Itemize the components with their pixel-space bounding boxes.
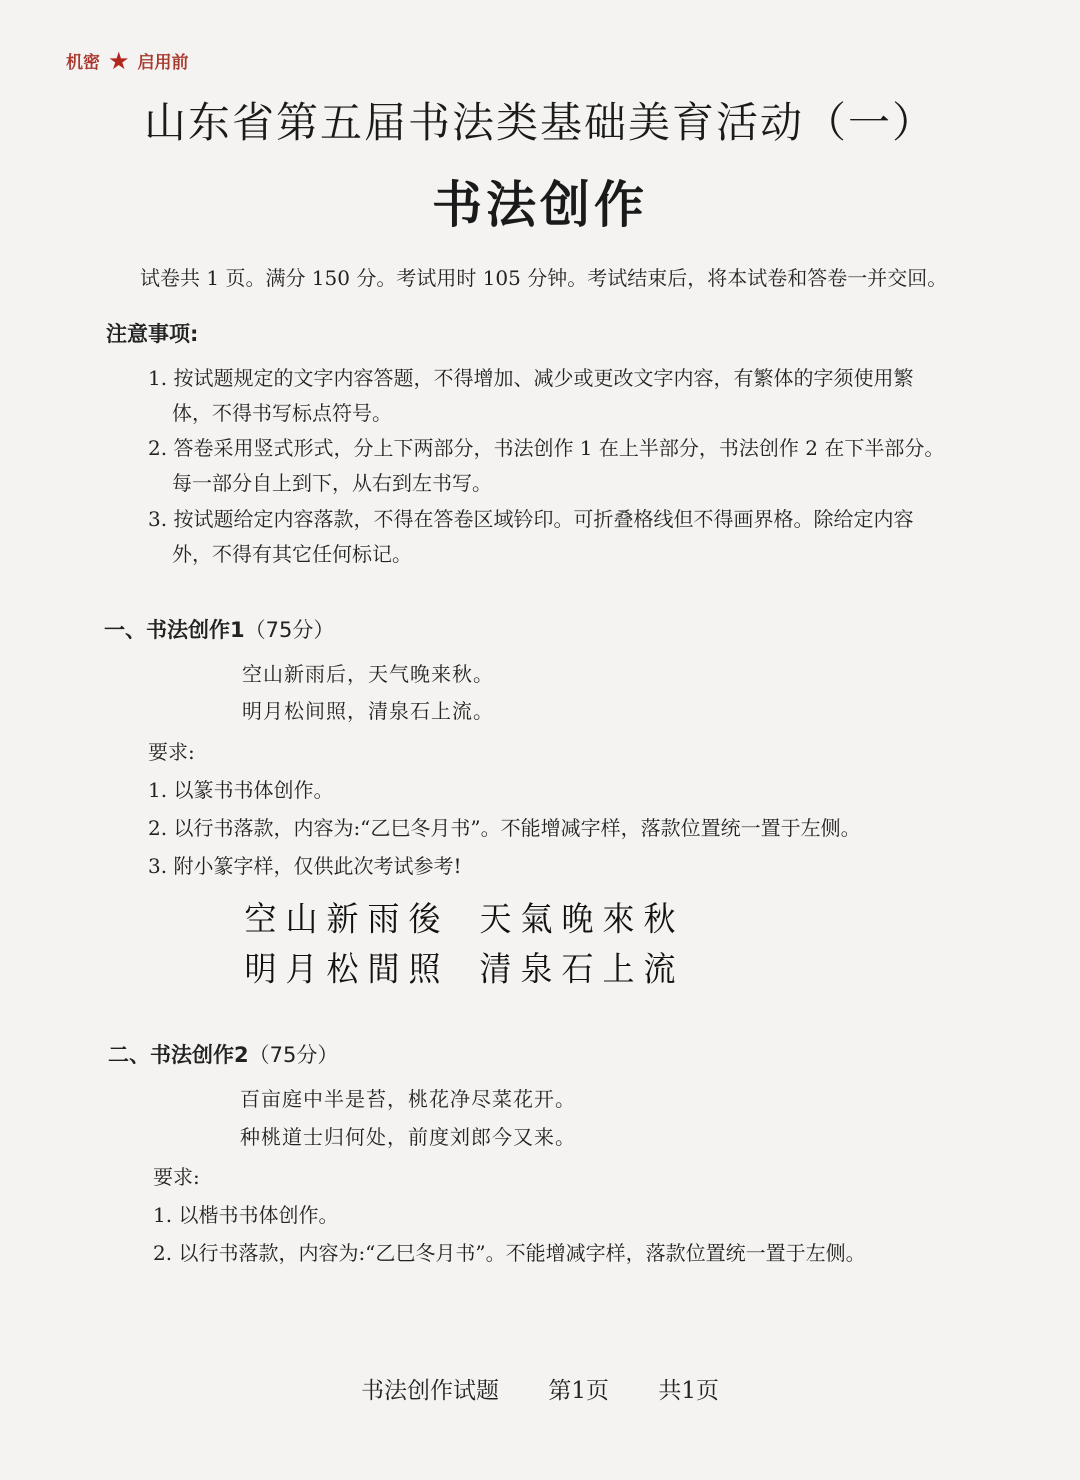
seal-char: 氣 <box>520 899 553 940</box>
seal-char: 天 <box>479 899 512 940</box>
section2-poem-line: 百亩庭中半是苔，桃花净尽菜花开。 <box>240 1087 576 1111</box>
seal-char: 晚 <box>561 899 594 940</box>
seal-char: 松 <box>326 949 359 990</box>
footer-page-number: 第1页 <box>548 1378 609 1404</box>
exam-title: 山东省第五届书法类基础美育活动（一） <box>143 98 936 147</box>
section1-poem-line: 明月松间照，清泉石上流。 <box>242 699 494 723</box>
seal-gap <box>445 893 475 941</box>
seal-char: 間 <box>367 949 400 990</box>
seal-char: 上 <box>602 949 635 990</box>
section2-req-heading: 要求: <box>153 1165 200 1189</box>
seal-char: 後 <box>408 899 441 940</box>
section2-title: 二、书法创作2 <box>108 1043 249 1067</box>
seal-char: 泉 <box>520 949 553 990</box>
section2-poem-line: 种桃道士归何处，前度刘郎今又来。 <box>240 1125 576 1149</box>
seal-char: 空 <box>244 899 277 940</box>
exam-intro: 试卷共 1 页。满分 150 分。考试用时 105 分钟。考试结束后，将本试卷和答卷一并交回。 <box>140 266 948 290</box>
notes-heading: 注意事项: <box>106 322 199 346</box>
section2-req-item: 1. 以楷书书体创作。 <box>153 1203 339 1227</box>
footer-exam-name: 书法创作试题 <box>361 1378 500 1404</box>
note-line: 每一部分自上到下，从右到左书写。 <box>172 471 492 495</box>
section1-req-item: 2. 以行书落款，内容为:“乙巳冬月书”。不能增减字样，落款位置统一置于左侧。 <box>148 816 861 840</box>
note-line: 外，不得有其它任何标记。 <box>172 542 412 566</box>
secret-label: 机密 <box>66 53 100 73</box>
page-footer <box>0 1372 1080 1405</box>
seal-sample-row <box>240 944 680 990</box>
note-line: 2. 答卷采用竖式形式，分上下两部分，书法创作 1 在上半部分，书法创作 2 在下半部分。 <box>148 436 945 460</box>
seal-char: 明 <box>244 949 277 990</box>
seal-char: 月 <box>285 949 318 990</box>
section1-title: 一、书法创作1 <box>104 618 245 642</box>
section1-req-item: 1. 以篆书书体创作。 <box>148 778 334 802</box>
seal-char: 雨 <box>367 899 400 940</box>
exam-subtitle: 书法创作 <box>432 176 648 234</box>
section1-req-item: 3. 附小篆字样，仅供此次考试参考! <box>148 854 462 878</box>
seal-gap <box>445 943 475 991</box>
section1-heading <box>104 614 334 644</box>
section1-req-heading: 要求: <box>148 740 195 764</box>
seal-char: 新 <box>326 899 359 940</box>
seal-char: 山 <box>285 899 318 940</box>
confidential-mark <box>66 48 189 73</box>
seal-char: 來 <box>602 899 635 940</box>
seal-sample-row <box>240 894 680 940</box>
note-line: 3. 按试题给定内容落款，不得在答卷区域钤印。可折叠格线但不得画界格。除给定内容 <box>148 507 914 531</box>
before-use-label: 启用前 <box>137 53 189 73</box>
seal-char: 流 <box>643 949 676 990</box>
section2-points: （75分） <box>248 1043 339 1067</box>
section1-points: （75分） <box>244 618 335 642</box>
section2-req-item: 2. 以行书落款，内容为:“乙巳冬月书”。不能增减字样，落款位置统一置于左侧。 <box>153 1241 866 1265</box>
seal-char: 照 <box>408 949 441 990</box>
footer-total-pages: 共1页 <box>658 1378 719 1404</box>
seal-char: 秋 <box>643 899 676 940</box>
seal-char: 清 <box>479 949 512 990</box>
note-line: 体，不得书写标点符号。 <box>172 401 392 425</box>
star-icon: ★ <box>108 46 130 75</box>
note-line: 1. 按试题规定的文字内容答题，不得增加、减少或更改文字内容，有繁体的字须使用繁 <box>148 366 914 390</box>
section2-heading <box>108 1039 338 1069</box>
seal-char: 石 <box>561 949 594 990</box>
section1-poem-line: 空山新雨后，天气晚来秋。 <box>242 662 494 686</box>
